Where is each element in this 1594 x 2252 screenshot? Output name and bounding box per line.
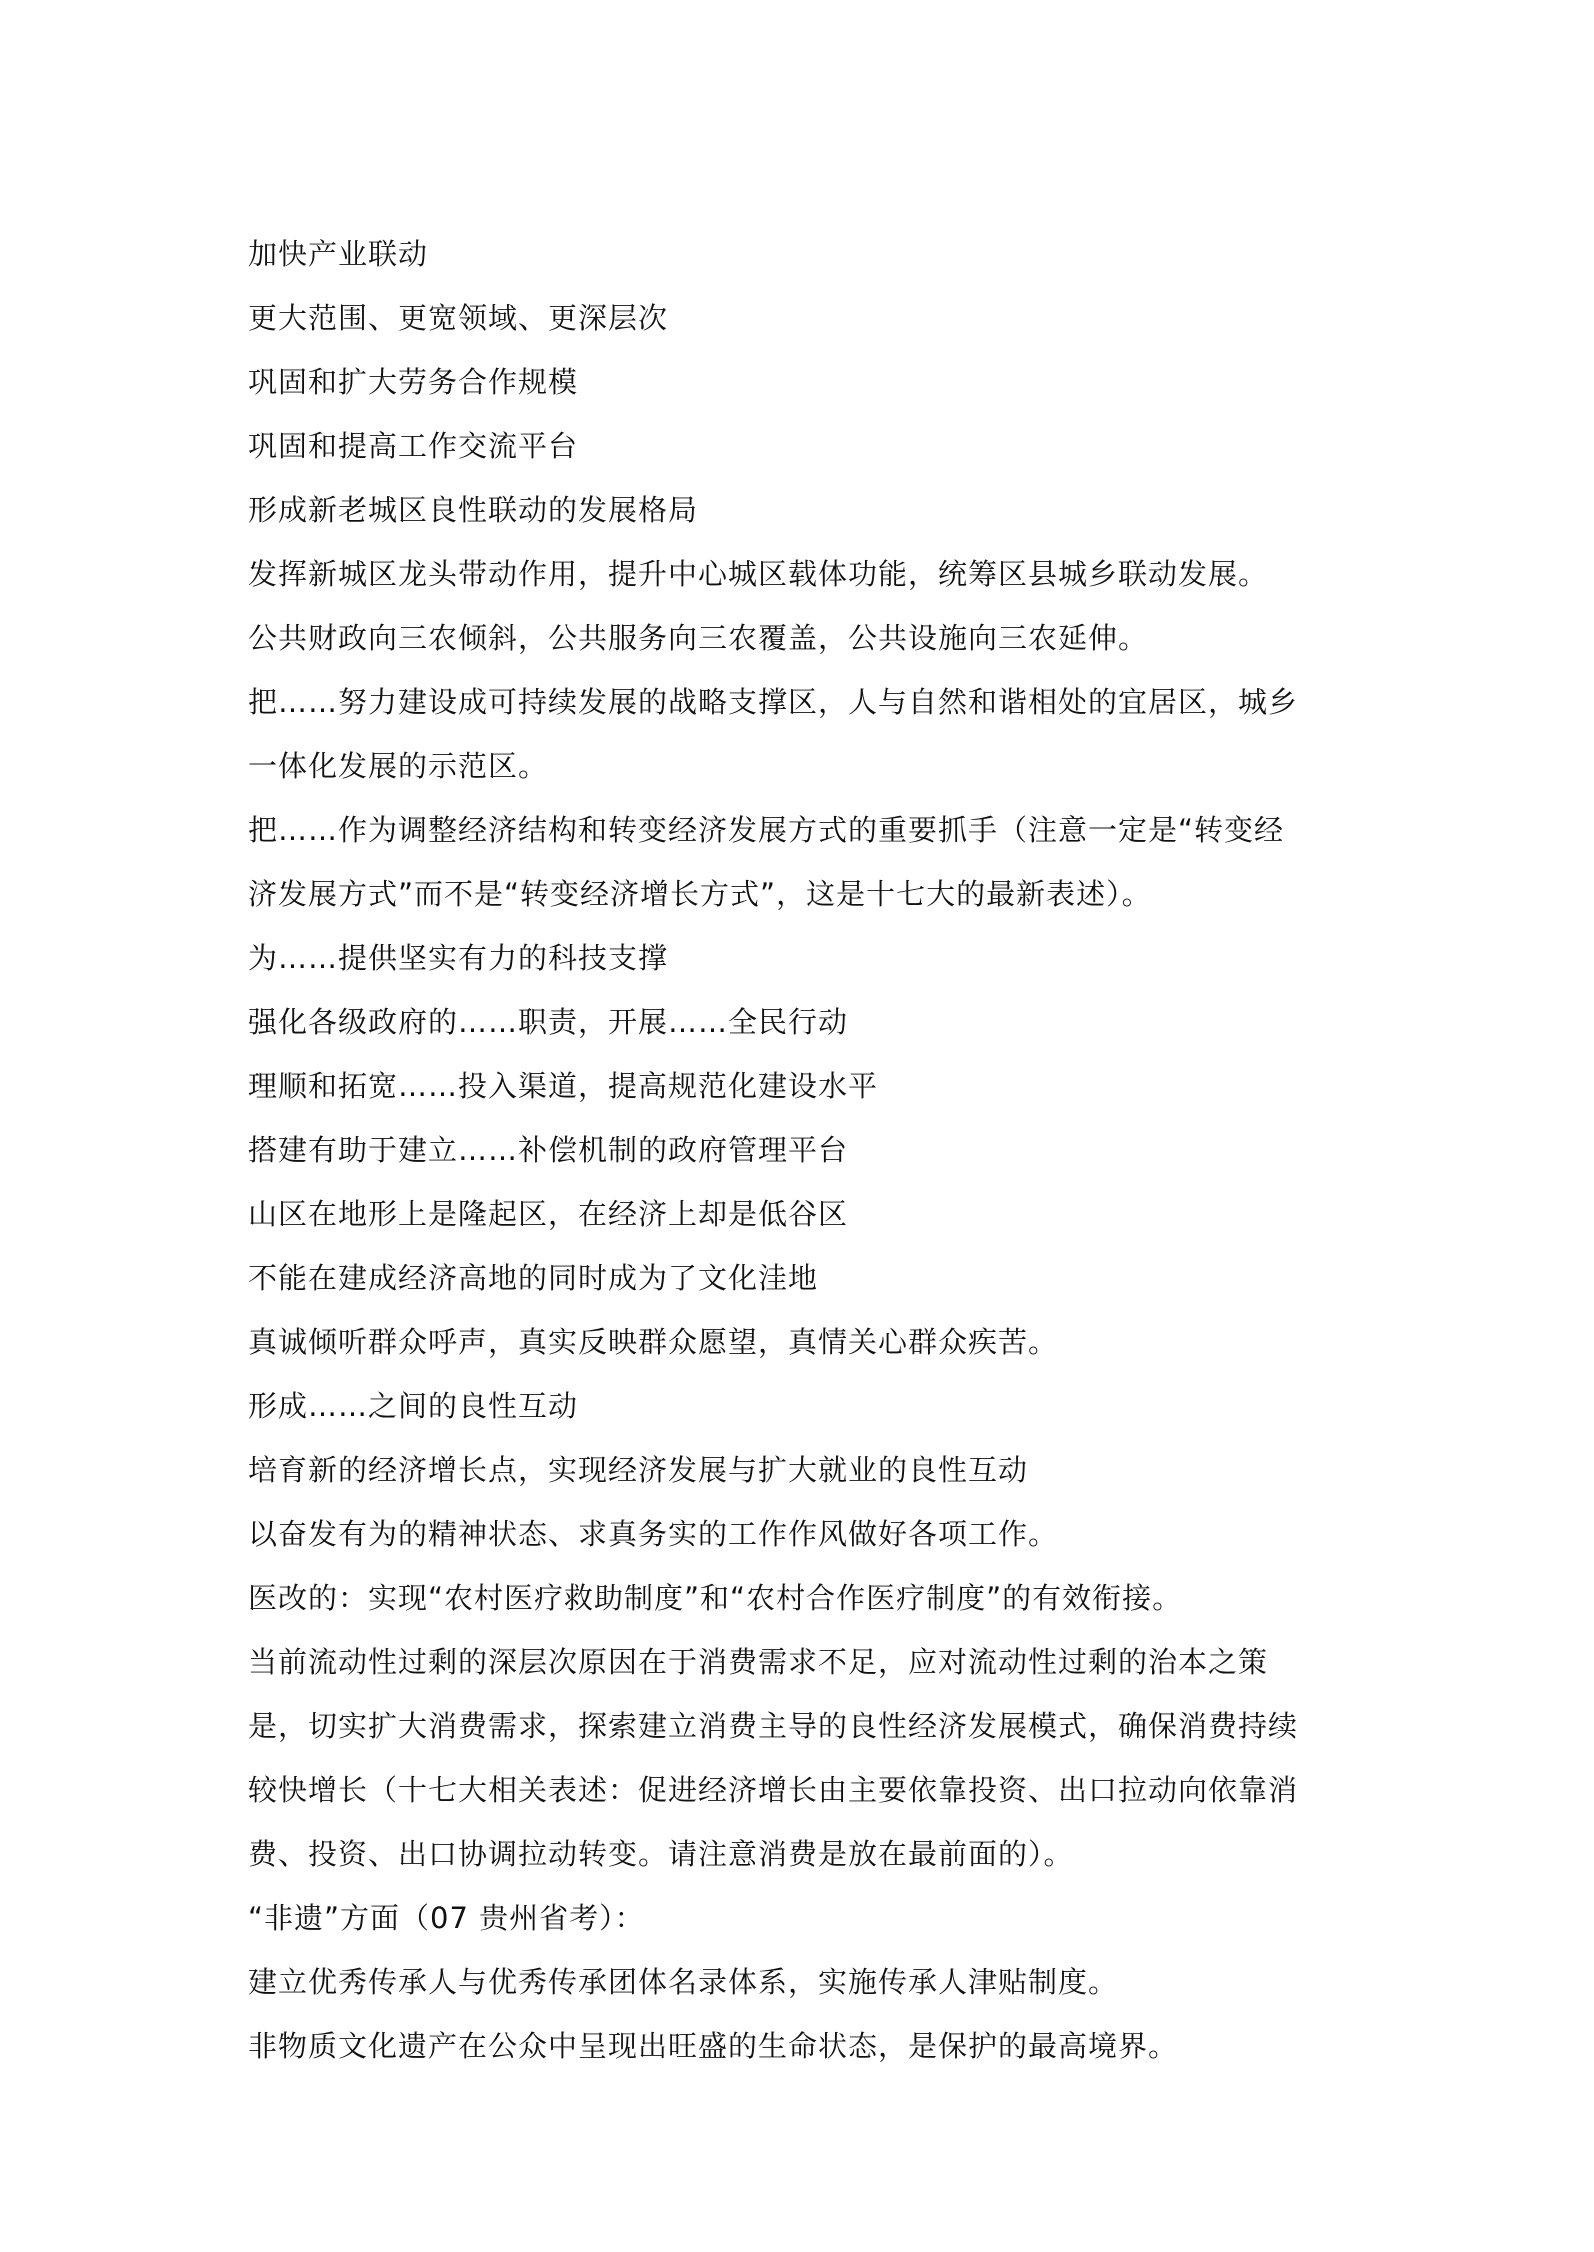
text-line: 一体化发展的示范区。 <box>248 749 549 783</box>
text-line: 真诚倾听群众呼声，真实反映群众愿望，真情关心群众疾苦。 <box>248 1325 1059 1359</box>
text-line: 不能在建成经济高地的同时成为了文化洼地 <box>248 1261 819 1295</box>
text-line: 为……提供坚实有力的科技支撑 <box>248 941 669 975</box>
text-line: 培育新的经济增长点，实现经济发展与扩大就业的良性互动 <box>248 1453 1029 1487</box>
text-line: 费、投资、出口协调拉动转变。请注意消费是放在最前面的）。 <box>248 1837 1074 1871</box>
text-line: 理顺和拓宽……投入渠道，提高规范化建设水平 <box>248 1069 879 1103</box>
text-line: 发挥新城区龙头带动作用，提升中心城区载体功能，统筹区县城乡联动发展。 <box>248 557 1269 591</box>
text-line: 公共财政向三农倾斜，公共服务向三农覆盖，公共设施向三农延伸。 <box>248 621 1149 655</box>
text-line: 加快产业联动 <box>248 237 429 271</box>
document-body <box>248 222 1358 2078</box>
text-line: 把……作为调整经济结构和转变经济发展方式的重要抓手（注意一定是“转变经 <box>248 813 1285 847</box>
text-line: 强化各级政府的……职责，开展……全民行动 <box>248 1005 849 1039</box>
text-line: 巩固和提高工作交流平台 <box>248 429 579 463</box>
text-line: 以奋发有为的精神状态、求真务实的工作作风做好各项工作。 <box>248 1517 1059 1551</box>
text-line: 巩固和扩大劳务合作规模 <box>248 365 579 399</box>
text-line: 把……努力建设成可持续发展的战略支撑区，人与自然和谐相处的宜居区，城乡 <box>248 685 1299 719</box>
text-line: 形成新老城区良性联动的发展格局 <box>248 493 699 527</box>
text-line: 医改的：实现“农村医疗救助制度”和“农村合作医疗制度”的有效衔接。 <box>248 1581 1183 1615</box>
text-line: 建立优秀传承人与优秀传承团体名录体系，实施传承人津贴制度。 <box>248 1965 1119 1999</box>
text-line: 当前流动性过剩的深层次原因在于消费需求不足，应对流动性过剩的治本之策 <box>248 1645 1269 1679</box>
text-line: “非遗”方面（07 贵州省考）： <box>248 1901 645 1935</box>
text-line: 较快增长（十七大相关表述：促进经济增长由主要依靠投资、出口拉动向依靠消 <box>248 1773 1299 1807</box>
text-line: 济发展方式”而不是“转变经济增长方式”，这是十七大的最新表述）。 <box>248 877 1152 911</box>
text-line: 更大范围、更宽领域、更深层次 <box>248 301 669 335</box>
text-line: 山区在地形上是隆起区，在经济上却是低谷区 <box>248 1197 849 1231</box>
text-line: 非物质文化遗产在公众中呈现出旺盛的生命状态，是保护的最高境界。 <box>248 2029 1179 2063</box>
text-line: 形成……之间的良性互动 <box>248 1389 579 1423</box>
text-line: 是，切实扩大消费需求，探索建立消费主导的良性经济发展模式，确保消费持续 <box>248 1709 1299 1743</box>
text-line: 搭建有助于建立……补偿机制的政府管理平台 <box>248 1133 849 1167</box>
